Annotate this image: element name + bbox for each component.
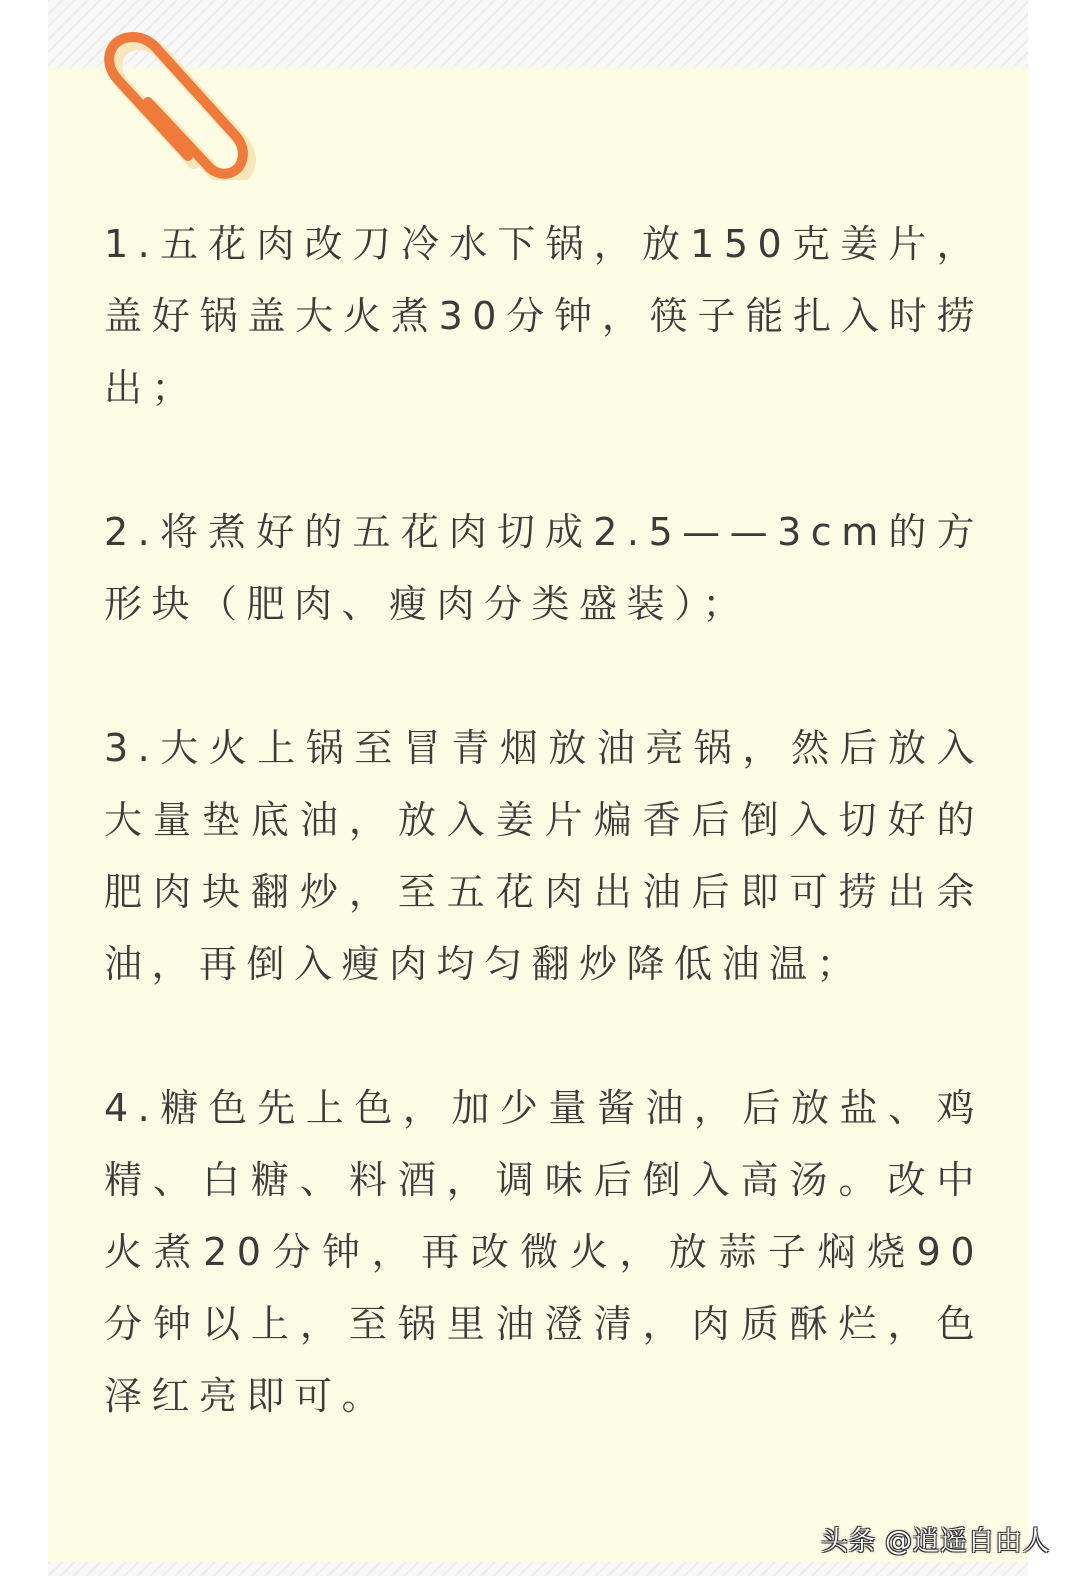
card-bottom-stripes (48, 1562, 1028, 1576)
paperclip-icon (96, 10, 256, 180)
step-3: 3.大火上锅至冒青烟放油亮锅，然后放入大量垫底油，放入姜片煸香后倒入切好的肥肉块翻炒，至五花肉出油后即可捞出余油，再倒入瘦肉均匀翻炒降低油温； (104, 726, 984, 986)
step-1: 1.五花肉改刀冷水下锅，放150克姜片，盖好锅盖大火煮30分钟，筷子能扎入时捞出； (104, 222, 984, 410)
watermark: 头条 @逍遥自由人 (820, 1526, 1050, 1557)
recipe-steps (104, 208, 984, 1504)
step-2: 2.将煮好的五花肉切成2.5——3cm的方形块（肥肉、瘦肉分类盛装）； (104, 510, 984, 626)
step-4: 4.糖色先上色，加少量酱油，后放盐、鸡精、白糖、料酒，调味后倒入高汤。改中火煮20分钟，再改微火，放蒜子焖烧90分钟以上，至锅里油澄清，肉质酥烂，色泽红亮即可。 (104, 1086, 984, 1418)
